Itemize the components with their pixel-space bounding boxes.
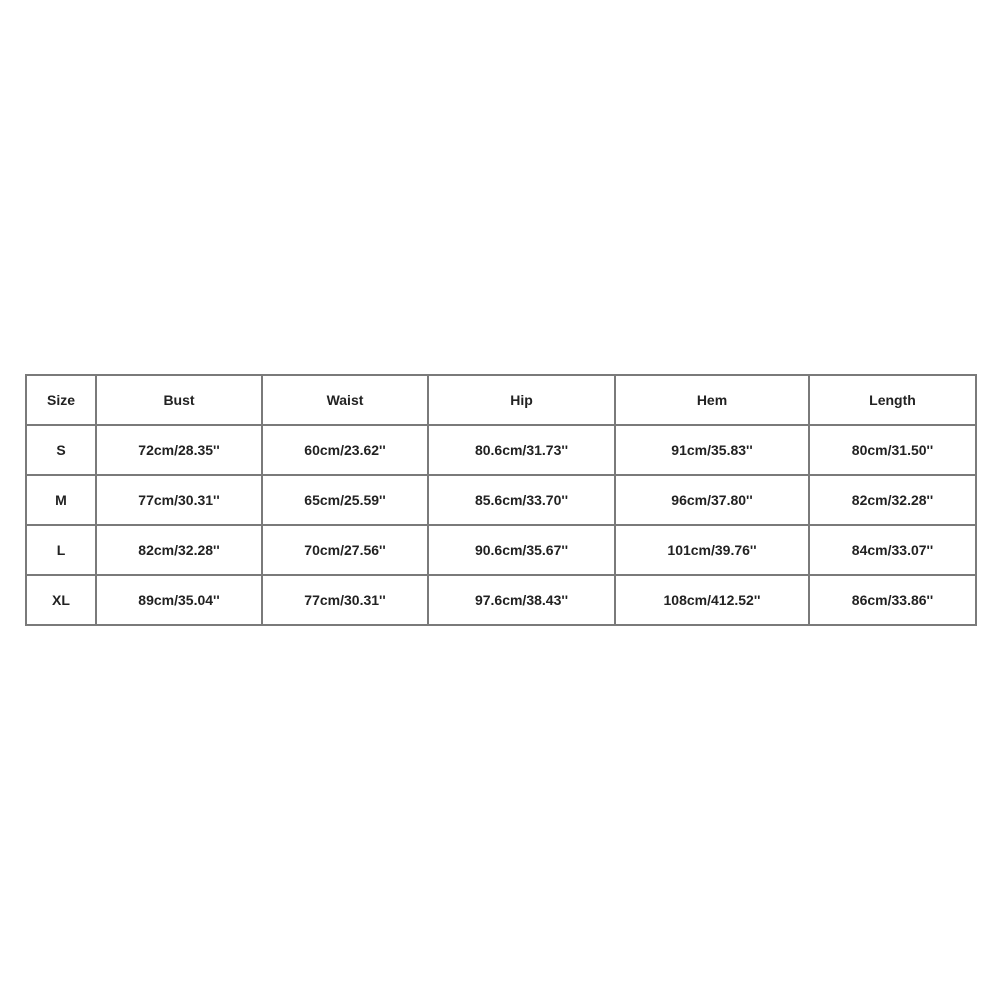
cell-length: 84cm/33.07'' [809,525,976,575]
header-waist: Waist [262,375,428,425]
cell-waist: 60cm/23.62'' [262,425,428,475]
cell-hem: 101cm/39.76'' [615,525,809,575]
cell-bust: 72cm/28.35'' [96,425,262,475]
size-chart-table [25,374,977,626]
header-length: Length [809,375,976,425]
cell-bust: 89cm/35.04'' [96,575,262,625]
header-hem: Hem [615,375,809,425]
cell-hem: 96cm/37.80'' [615,475,809,525]
cell-size: S [26,425,96,475]
cell-waist: 77cm/30.31'' [262,575,428,625]
table-header-row [26,375,976,425]
cell-size: L [26,525,96,575]
table-row [26,525,976,575]
cell-hip: 85.6cm/33.70'' [428,475,615,525]
cell-hip: 80.6cm/31.73'' [428,425,615,475]
table-row [26,575,976,625]
header-size: Size [26,375,96,425]
header-bust: Bust [96,375,262,425]
cell-hip: 90.6cm/35.67'' [428,525,615,575]
cell-hem: 108cm/412.52'' [615,575,809,625]
cell-hem: 91cm/35.83'' [615,425,809,475]
cell-bust: 77cm/30.31'' [96,475,262,525]
cell-waist: 70cm/27.56'' [262,525,428,575]
cell-hip: 97.6cm/38.43'' [428,575,615,625]
cell-size: XL [26,575,96,625]
cell-length: 86cm/33.86'' [809,575,976,625]
cell-size: M [26,475,96,525]
cell-length: 80cm/31.50'' [809,425,976,475]
header-hip: Hip [428,375,615,425]
cell-bust: 82cm/32.28'' [96,525,262,575]
cell-length: 82cm/32.28'' [809,475,976,525]
table-row [26,425,976,475]
cell-waist: 65cm/25.59'' [262,475,428,525]
table-row [26,475,976,525]
